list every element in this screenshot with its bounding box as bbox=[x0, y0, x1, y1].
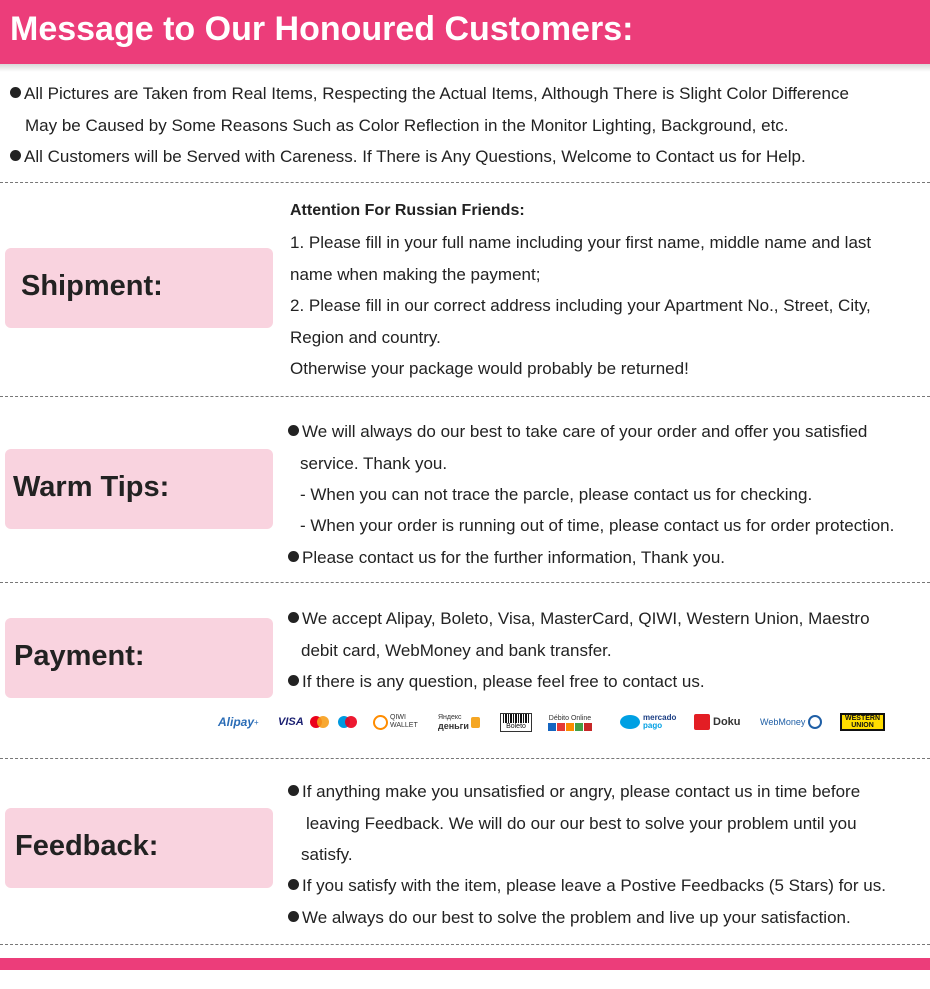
intro-line-3: All Customers will be Served with Careness. If There is Any Questions, Welcome to Contact us for Help. bbox=[10, 147, 806, 167]
debito-online-logo: Débito Online bbox=[548, 706, 592, 738]
maestro-logo bbox=[338, 706, 357, 738]
section-divider bbox=[0, 758, 930, 759]
shipment-line-5: Otherwise your package would probably be returned! bbox=[290, 359, 689, 378]
shipment-heading: Attention For Russian Friends: bbox=[290, 202, 525, 219]
qiwi-logo: QIWI WALLET bbox=[373, 706, 418, 738]
shipment-line-4: Region and country. bbox=[290, 328, 441, 347]
boleto-logo: Boleto bbox=[500, 706, 532, 738]
bullet-icon bbox=[288, 911, 299, 922]
bullet-icon bbox=[288, 879, 299, 890]
warm-tips-line-5: Please contact us for the further information, Thank you. bbox=[288, 548, 725, 568]
feedback-line-4: If you satisfy with the item, please leave a Postive Feedbacks (5 Stars) for us. bbox=[288, 876, 886, 896]
section-divider bbox=[0, 182, 930, 183]
mercado-pago-logo: mercado pago bbox=[620, 706, 676, 738]
warm-tips-label-box bbox=[5, 449, 273, 529]
warm-tips-line-3: - When you can not trace the parcle, please contact us for checking. bbox=[300, 485, 813, 504]
warm-tips-label: Warm Tips: bbox=[13, 471, 170, 503]
feedback-line-3: satisfy. bbox=[301, 845, 353, 864]
section-divider bbox=[0, 396, 930, 397]
bullet-icon bbox=[10, 150, 21, 161]
payment-line-1: We accept Alipay, Boleto, Visa, MasterCard, QIWI, Western Union, Maestro bbox=[288, 609, 870, 629]
section-divider bbox=[0, 582, 930, 583]
shipment-line-3: 2. Please fill in our correct address including your Apartment No., Street, City, bbox=[290, 296, 871, 315]
warm-tips-line-2: service. Thank you. bbox=[300, 454, 448, 473]
webmoney-logo: WebMoney bbox=[760, 706, 822, 738]
shipment-line-1: 1. Please fill in your full name including your first name, middle name and last bbox=[290, 233, 872, 252]
alipay-logo: Alipay + bbox=[218, 715, 259, 729]
page-title: Message to Our Honoured Customers: bbox=[10, 10, 634, 48]
footer-bar bbox=[0, 958, 930, 970]
bullet-icon bbox=[288, 675, 299, 686]
shipment-label-box bbox=[5, 248, 273, 328]
visa-logo: VISA bbox=[278, 716, 304, 728]
warm-tips-line-4: - When your order is running out of time, please contact us for order protection. bbox=[300, 516, 895, 535]
western-union-logo: WESTERN UNION bbox=[840, 706, 885, 738]
payment-logos-row bbox=[218, 706, 908, 738]
bullet-icon bbox=[288, 612, 299, 623]
feedback-line-1: If anything make you unsatisfied or angry, please contact us in time before bbox=[288, 782, 860, 802]
section-divider bbox=[0, 944, 930, 945]
bullet-icon bbox=[288, 551, 299, 562]
payment-label: Payment: bbox=[14, 640, 145, 672]
bullet-icon bbox=[288, 425, 299, 436]
doku-logo: Doku bbox=[694, 706, 741, 738]
feedback-label: Feedback: bbox=[15, 830, 159, 862]
bullet-icon bbox=[288, 785, 299, 796]
intro-line-1: All Pictures are Taken from Real Items, Respecting the Actual Items, Although There is Slight Color Difference bbox=[10, 84, 849, 104]
feedback-label-box bbox=[5, 808, 273, 888]
payment-line-2: debit card, WebMoney and bank transfer. bbox=[301, 641, 612, 660]
shipment-line-2: name when making the payment; bbox=[290, 265, 541, 284]
header-banner bbox=[0, 0, 930, 64]
feedback-line-5: We always do our best to solve the problem and live up your satisfaction. bbox=[288, 908, 851, 928]
warm-tips-line-1: We will always do our best to take care of your order and offer you satisfied bbox=[288, 422, 867, 442]
bullet-icon bbox=[10, 87, 21, 98]
shipment-label: Shipment: bbox=[21, 270, 163, 302]
header-shadow bbox=[0, 64, 930, 72]
intro-line-2: May be Caused by Some Reasons Such as Color Reflection in the Monitor Lighting, Background, etc. bbox=[25, 116, 789, 135]
mastercard-logo bbox=[310, 706, 329, 738]
payment-line-3: If there is any question, please feel free to contact us. bbox=[288, 672, 705, 692]
feedback-line-2: leaving Feedback. We will do our our best to solve your problem until you bbox=[306, 814, 857, 833]
payment-label-box bbox=[5, 618, 273, 698]
yandex-money-logo: Яндекс деньги bbox=[438, 706, 480, 738]
